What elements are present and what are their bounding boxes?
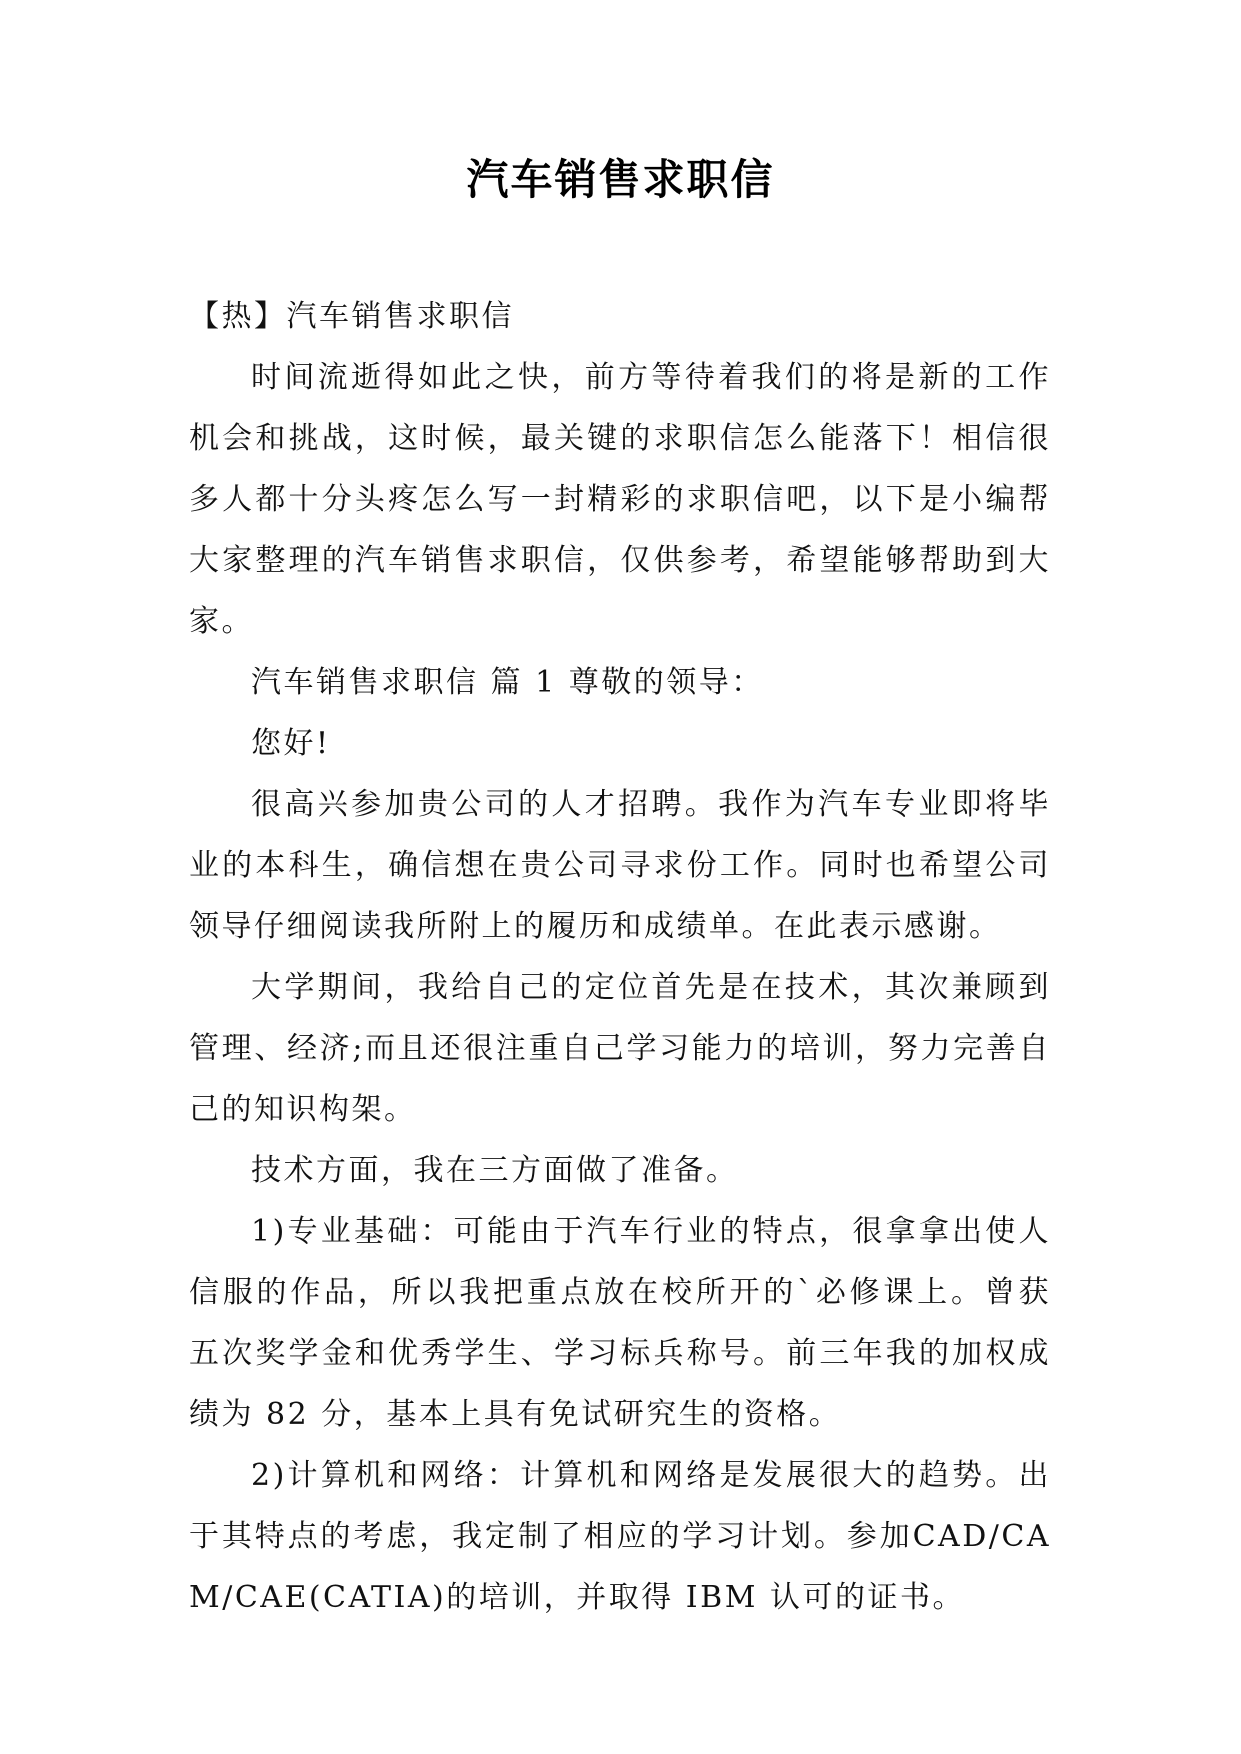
document-title: 汽车销售求职信 (466, 155, 775, 204)
paragraph-university: 大学期间，我给自己的定位首先是在技术，其次兼顾到管理、经济;而且还很注重自己学习能力的培训，努力完善自己的知识构架。 (189, 970, 1051, 1127)
paragraph-technical: 技术方面，我在三方面做了准备。 (251, 1153, 739, 1188)
paragraph-intro: 时间流逝得如此之快，前方等待着我们的将是新的工作机会和挑战，这时候，最关键的求职信怎么能落下！相信很多人都十分头疼怎么写一封精彩的求职信吧，以下是小编帮大家整理的汽车销售求职信，仅供参考，希望能够帮助到大家。 (189, 360, 1051, 639)
paragraph-point-2: 2)计算机和网络：计算机和网络是发展很大的趋势。出于其特点的考虑，我定制了相应的学习计划。参加CAD/CAM/CAE(CATIA)的培训，并取得 IBM 认可的证书。 (189, 1458, 1051, 1615)
paragraph-point-1: 1)专业基础：可能由于汽车行业的特点，很拿拿出使人信服的作品，所以我把重点放在校所开的`必修课上。曾获五次奖学金和优秀学生、学习标兵称号。前三年我的加权成绩为 82 分，基本上具有免试研究生的资格。 (189, 1214, 1051, 1432)
paragraph-salutation: 汽车销售求职信 篇 1 尊敬的领导： (251, 665, 764, 700)
document-body (189, 286, 1051, 1628)
paragraph-greeting: 您好! (251, 726, 331, 761)
intro-heading: 【热】汽车销售求职信 (189, 299, 514, 334)
paragraph-application: 很高兴参加贵公司的人才招聘。我作为汽车专业即将毕业的本科生，确信想在贵公司寻求份工作。同时也希望公司领导仔细阅读我所附上的履历和成绩单。在此表示感谢。 (189, 787, 1051, 944)
